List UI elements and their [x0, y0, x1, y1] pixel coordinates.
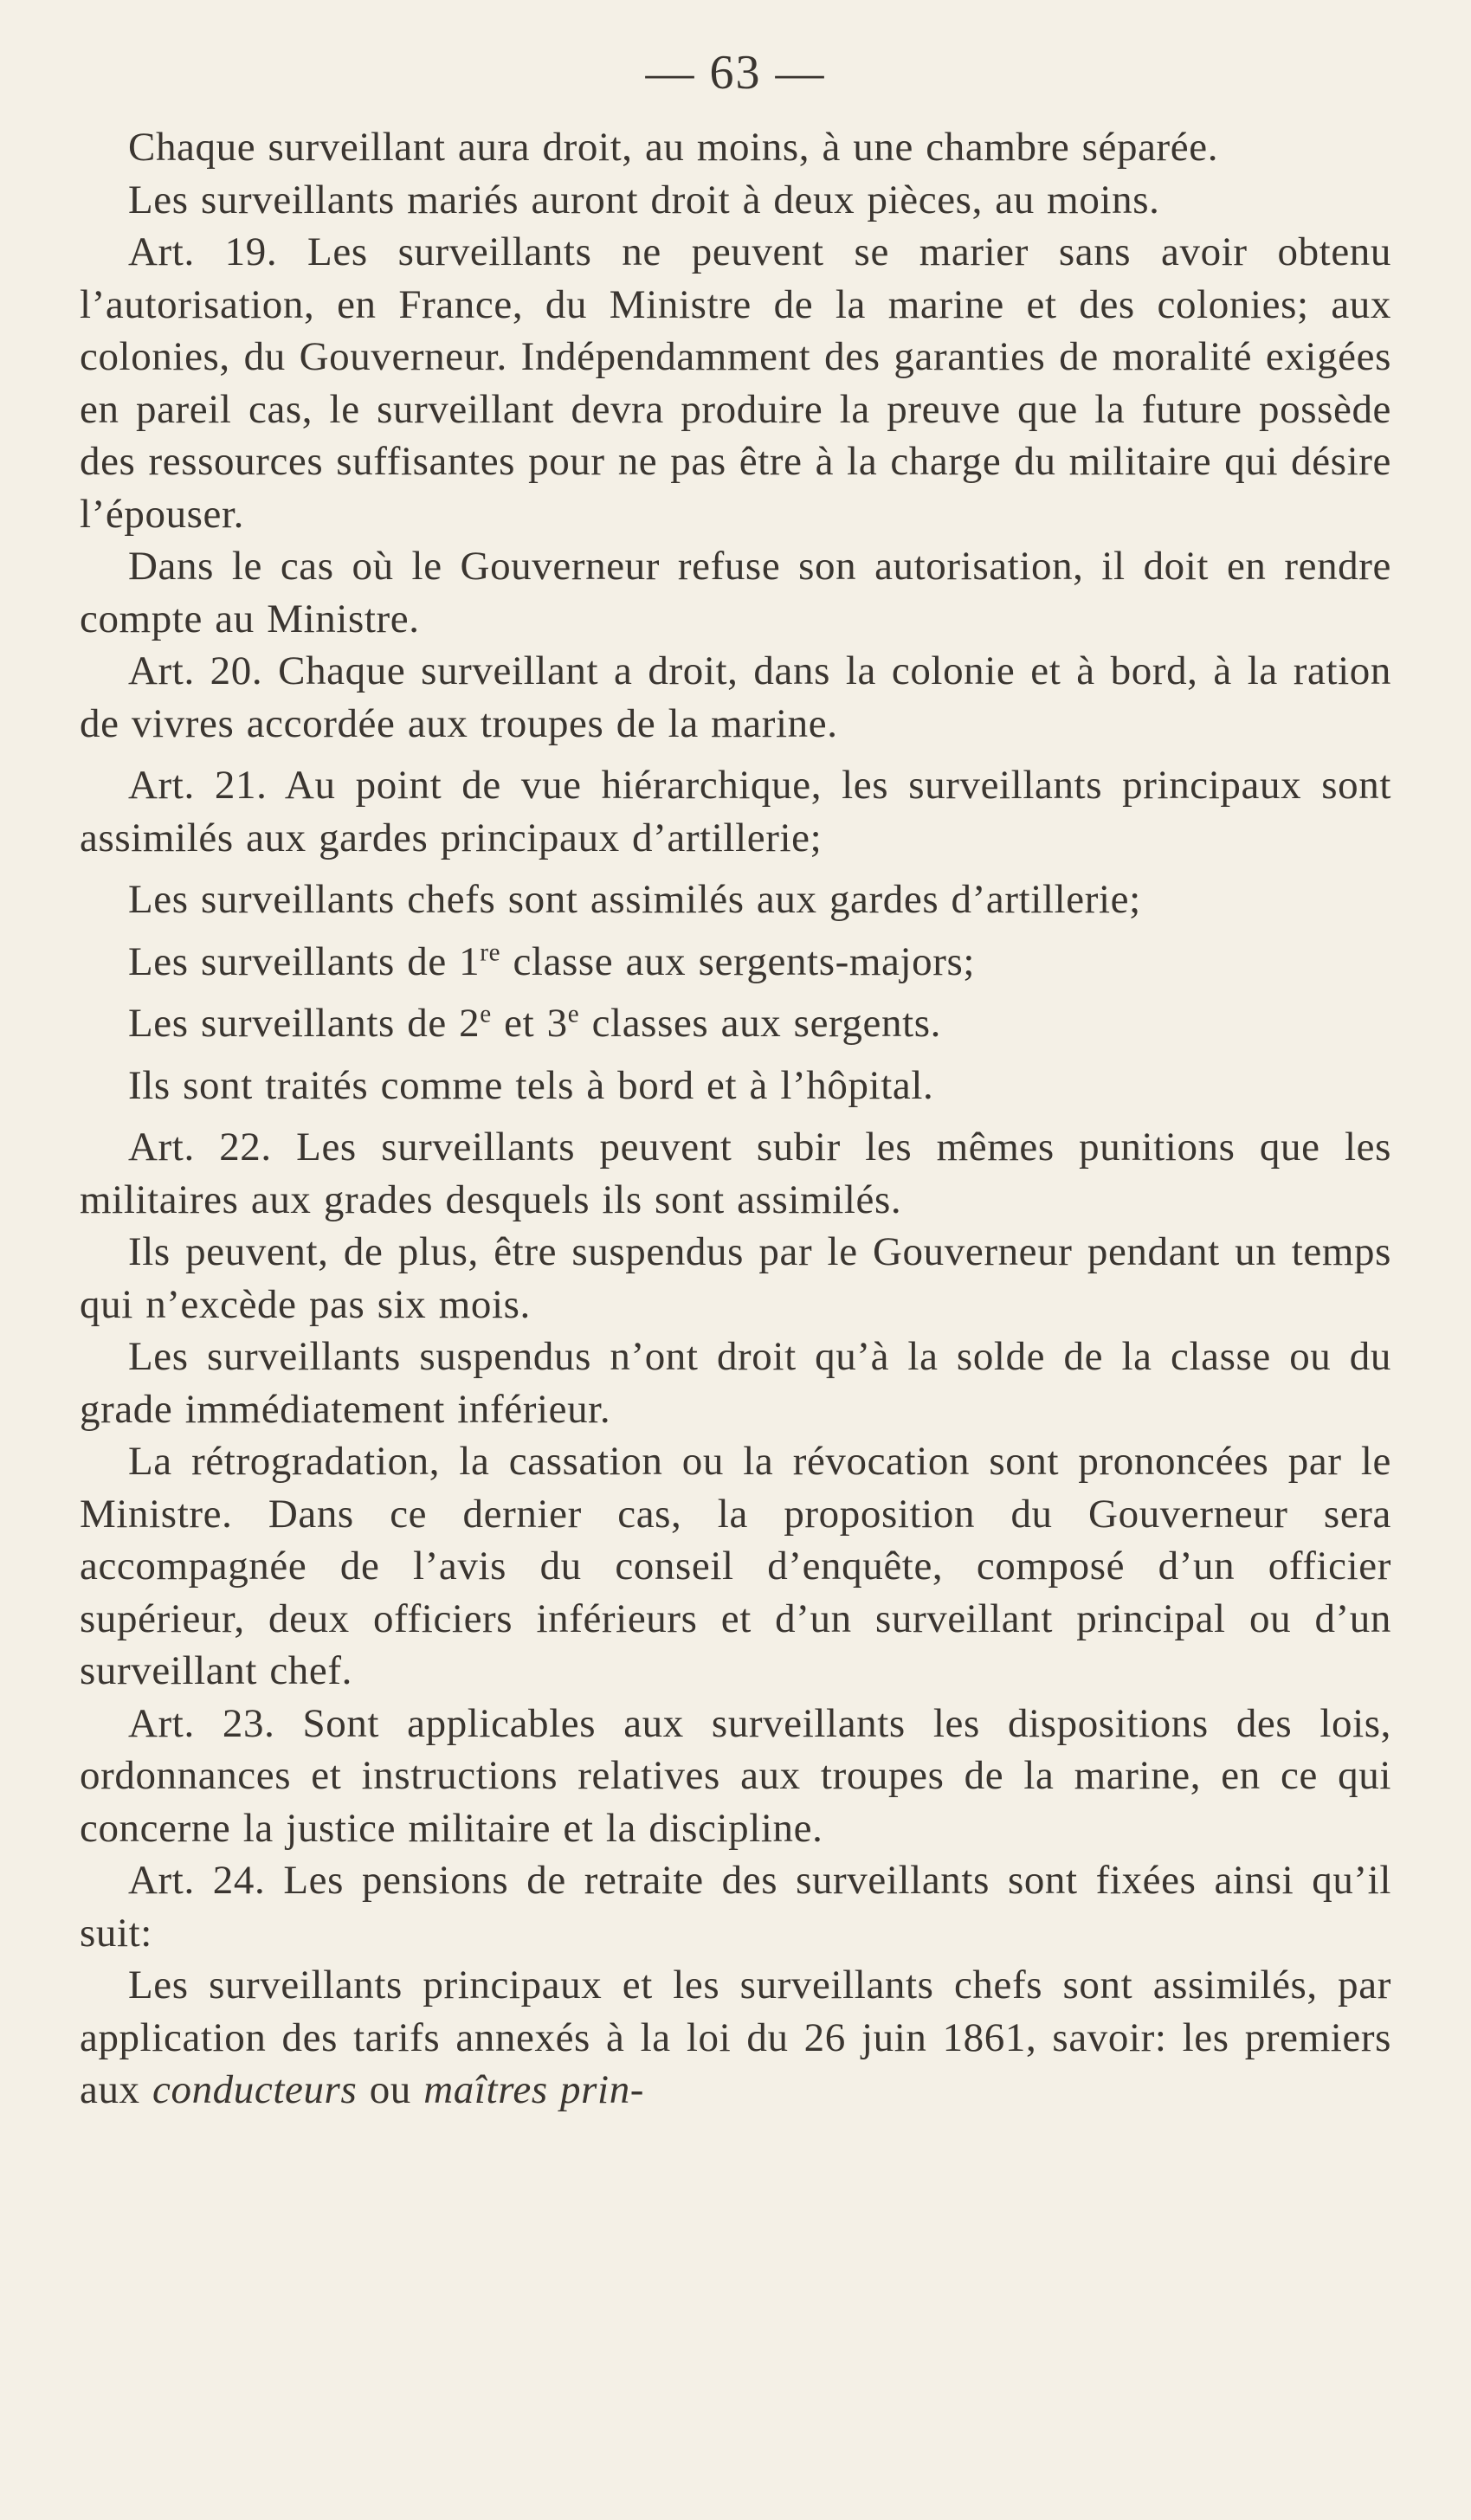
body-text: [80, 121, 1391, 2117]
paragraph: [80, 1959, 1391, 2117]
paragraph-art-19: Art. 19. Les surveillants ne peuvent se marier sans avoir obtenu l’autorisation, en France, du Ministre de la marine et des colonies; aux colonies, du Gouverneur. Indépendamment des garanties de moralité exigées en pareil cas, le surveillant devra produire la preuve que la future possède des ressources suffisantes pour ne pas être à la charge du militaire qui désire l’épouser.: [80, 229, 1391, 537]
paragraph: Les surveillants suspendus n’ont droit qu’à la solde de la classe ou du grade immédiatement inférieur.: [80, 1334, 1391, 1432]
paragraph-art-21: Art. 21. Au point de vue hiérarchique, les surveillants principaux sont assimilés aux gardes principaux d’artillerie;: [80, 763, 1391, 860]
text-run: ou: [357, 2067, 424, 2112]
paragraph-art-20: Art. 20. Chaque surveillant a droit, dans la colonie et à bord, à la ration de vivres accordée aux troupes de la marine.: [80, 648, 1391, 746]
text-run: classe aux sergents-majors;: [500, 938, 976, 984]
italic-text: conducteurs: [152, 2067, 358, 2112]
paragraph-art-23: Art. 23. Sont applicables aux surveillants les dispositions des lois, ordonnances et instructions relatives aux troupes de la marine, en ce qui concerne la justice militaire et la discipline.: [80, 1700, 1391, 1851]
text-run: Les surveillants de 1: [128, 938, 481, 984]
text-run: classes aux sergents.: [579, 1001, 941, 1046]
text-run: Les surveillants principaux et les surveillants chefs sont assimilés, par application des tarifs annexés à la loi du 26 juin 1861, savoir: les premiers aux: [80, 1963, 1391, 2112]
paragraph: La rétrogradation, la cassation ou la révocation sont prononcées par le Ministre. Dans ce dernier cas, la proposition du Gouverneur sera accompagnée de l’avis du conseil d’enquête, composé d’un officier supérieur, deux officiers inférieurs et d’un surveillant principal ou d’un surveillant chef.: [80, 1439, 1391, 1693]
paragraph: Ils sont traités comme tels à bord et à l’hôpital.: [128, 1062, 934, 1108]
paragraph: Dans le cas où le Gouverneur refuse son autorisation, il doit en rendre compte au Ministre.: [80, 544, 1391, 641]
paragraph-art-24: Art. 24. Les pensions de retraite des surveillants sont fixées ainsi qu’il suit:: [80, 1858, 1391, 1956]
paragraph: Ils peuvent, de plus, être suspendus par le Gouverneur pendant un temps qui n’excède pas six mois.: [80, 1229, 1391, 1327]
paragraph: Les surveillants mariés auront droit à deux pièces, au moins.: [128, 177, 1160, 222]
page-number: — 63 —: [645, 46, 826, 100]
paragraph: [80, 997, 1391, 1050]
paragraph: Les surveillants chefs sont assimilés aux gardes d’artillerie;: [128, 877, 1141, 922]
paragraph: [80, 936, 1391, 989]
superscript: e: [567, 1000, 580, 1028]
superscript: e: [480, 1000, 492, 1028]
paragraph: Chaque surveillant aura droit, au moins, à une chambre séparée.: [128, 125, 1219, 170]
text-run: Les surveillants de 2: [128, 1001, 481, 1046]
superscript: re: [480, 938, 501, 966]
paragraph-art-22: Art. 22. Les surveillants peuvent subir les mêmes punitions que les militaires aux grades desquels ils sont assimilés.: [80, 1125, 1391, 1222]
italic-text: maîtres prin-: [423, 2067, 645, 2112]
text-run: et 3: [491, 1001, 568, 1046]
